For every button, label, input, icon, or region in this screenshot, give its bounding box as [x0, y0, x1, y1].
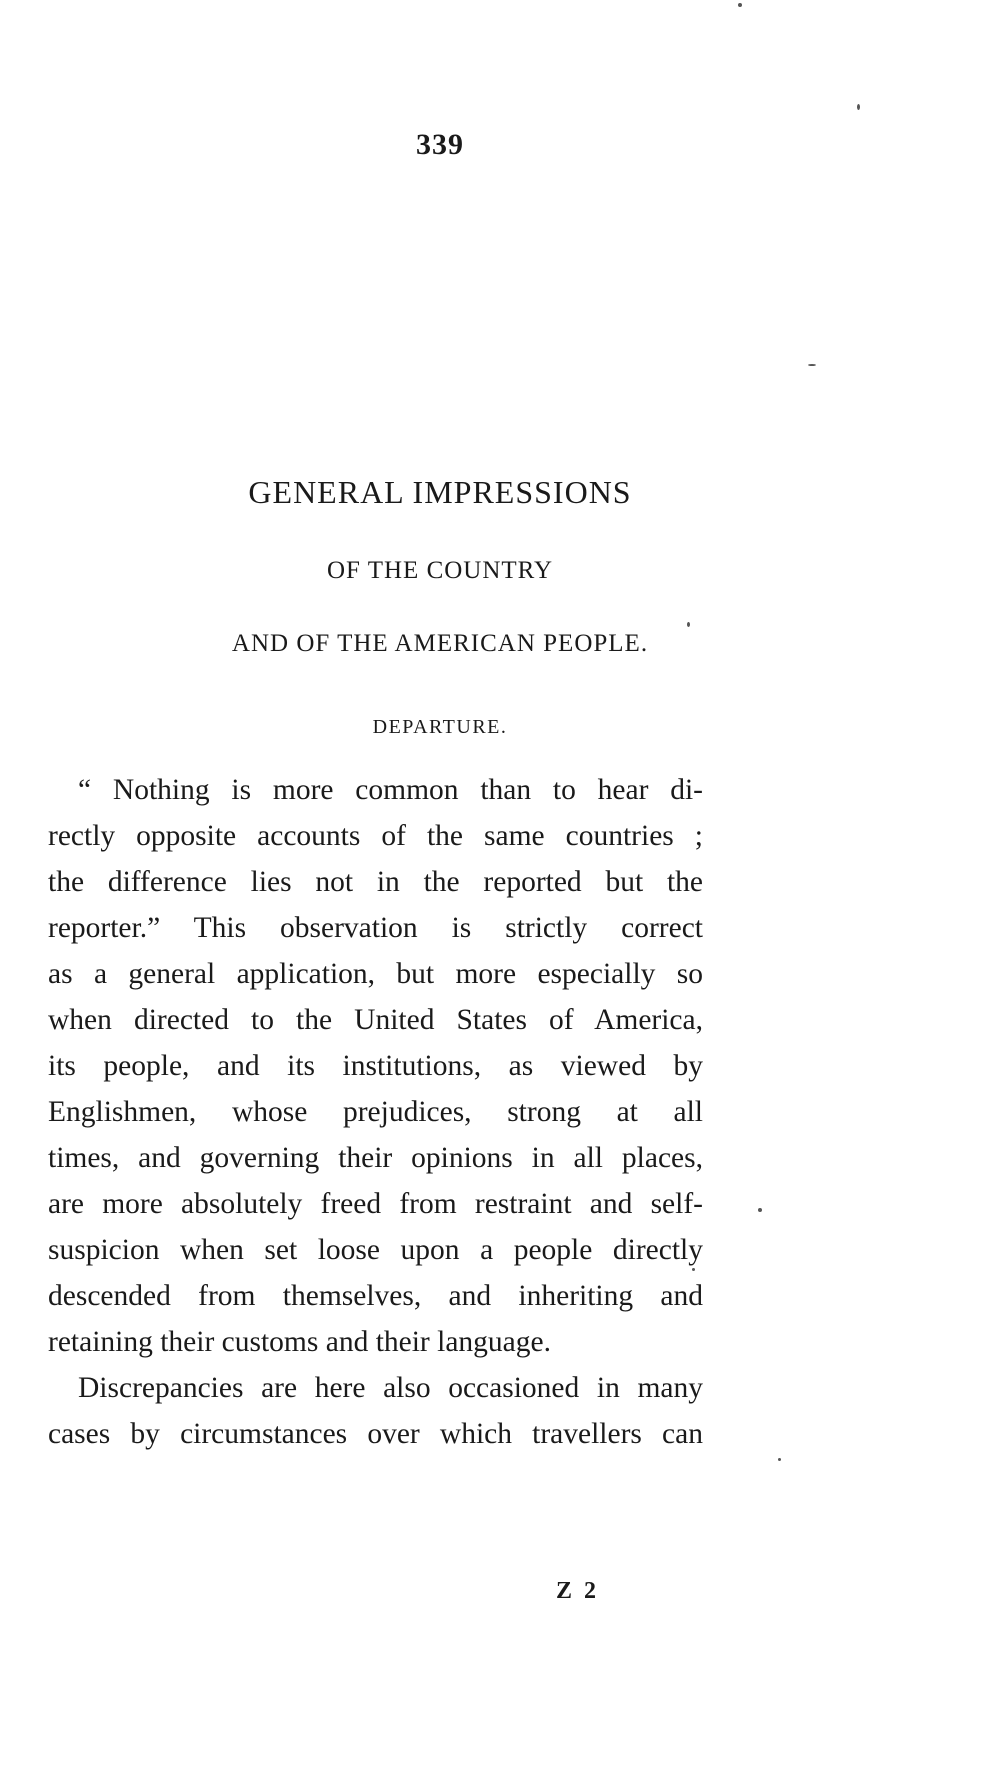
- text-line: suspicion when set loose upon a people directly: [48, 1234, 703, 1266]
- text-line: cases by circumstances over which travellers can: [48, 1418, 703, 1450]
- scan-speck: [687, 622, 690, 627]
- section-heading: DEPARTURE.: [372, 716, 508, 738]
- text-line: reporter.” This observation is strictly correct: [48, 912, 703, 944]
- text-line: times, and governing their opinions in all places,: [48, 1142, 703, 1174]
- page-number: 339: [416, 128, 464, 161]
- text-line: the difference lies not in the reported but the: [48, 866, 703, 898]
- scan-speck: [758, 1208, 762, 1212]
- text-line: Englishmen, whose prejudices, strong at all: [48, 1096, 703, 1128]
- scan-speck: [857, 104, 860, 110]
- text-line: Discrepancies are here also occasioned in many: [78, 1372, 703, 1404]
- text-line: rectly opposite accounts of the same countries ;: [48, 820, 703, 852]
- text-line: as a general application, but more especially so: [48, 958, 703, 990]
- chapter-title: GENERAL IMPRESSIONS: [248, 474, 632, 510]
- chapter-subtitle-2: AND OF THE AMERICAN PEOPLE.: [231, 630, 649, 657]
- scan-speck: [692, 1268, 695, 1271]
- scan-speck: [808, 364, 816, 366]
- text-line: its people, and its institutions, as viewed by: [48, 1050, 703, 1082]
- text-line: “ Nothing is more common than to hear di-: [78, 774, 703, 806]
- text-line: when directed to the United States of America,: [48, 1004, 703, 1036]
- signature-mark: Z 2: [556, 1578, 600, 1604]
- scan-speck: [738, 3, 742, 7]
- chapter-subtitle-1: OF THE COUNTRY: [326, 557, 554, 584]
- text-line: retaining their customs and their language.: [48, 1326, 551, 1358]
- text-line: are more absolutely freed from restraint and self-: [48, 1188, 703, 1220]
- text-line: descended from themselves, and inheriting and: [48, 1280, 703, 1312]
- scan-speck: [778, 1458, 781, 1461]
